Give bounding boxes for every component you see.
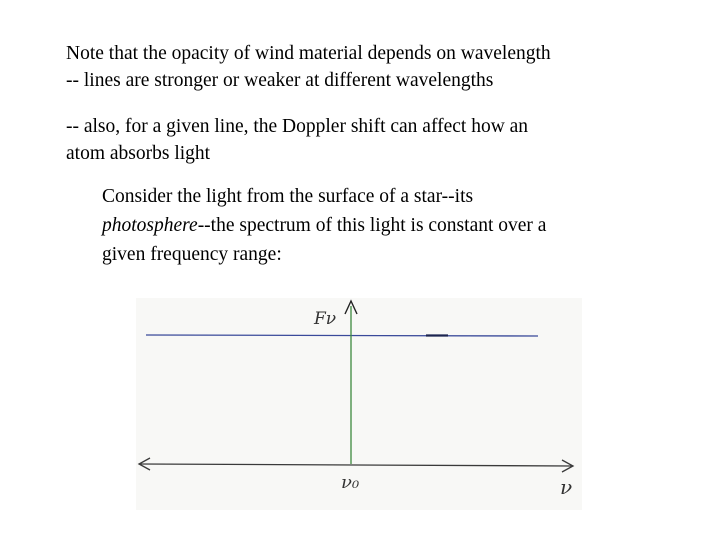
text-line: Note that the opacity of wind material depends on wavelength <box>66 43 551 64</box>
continuum-line <box>146 335 538 336</box>
text-line: -- lines are stronger or weaker at different wavelengths <box>66 70 494 91</box>
paragraph-photosphere <box>102 182 702 269</box>
text-line: -- also, for a given line, the Doppler shift can affect how an <box>66 116 529 137</box>
x-axis-label: ν <box>560 475 573 499</box>
emphasized-term: photosphere <box>102 215 198 236</box>
text-line: Consider the light from the surface of a star--its <box>102 186 474 207</box>
paragraph-opacity <box>66 40 706 94</box>
center-frequency-label: ν₀ <box>341 472 360 493</box>
text-line: atom absorbs light <box>66 143 211 164</box>
text-line: given frequency range: <box>102 244 282 265</box>
spectrum-sketch <box>136 298 582 510</box>
y-axis-label: Fν <box>314 309 337 329</box>
text-line: --the spectrum of this light is constant over a <box>197 215 547 236</box>
x-axis-line <box>140 464 572 466</box>
paragraph-doppler <box>66 113 706 167</box>
spectrum-sketch-svg <box>136 298 582 510</box>
